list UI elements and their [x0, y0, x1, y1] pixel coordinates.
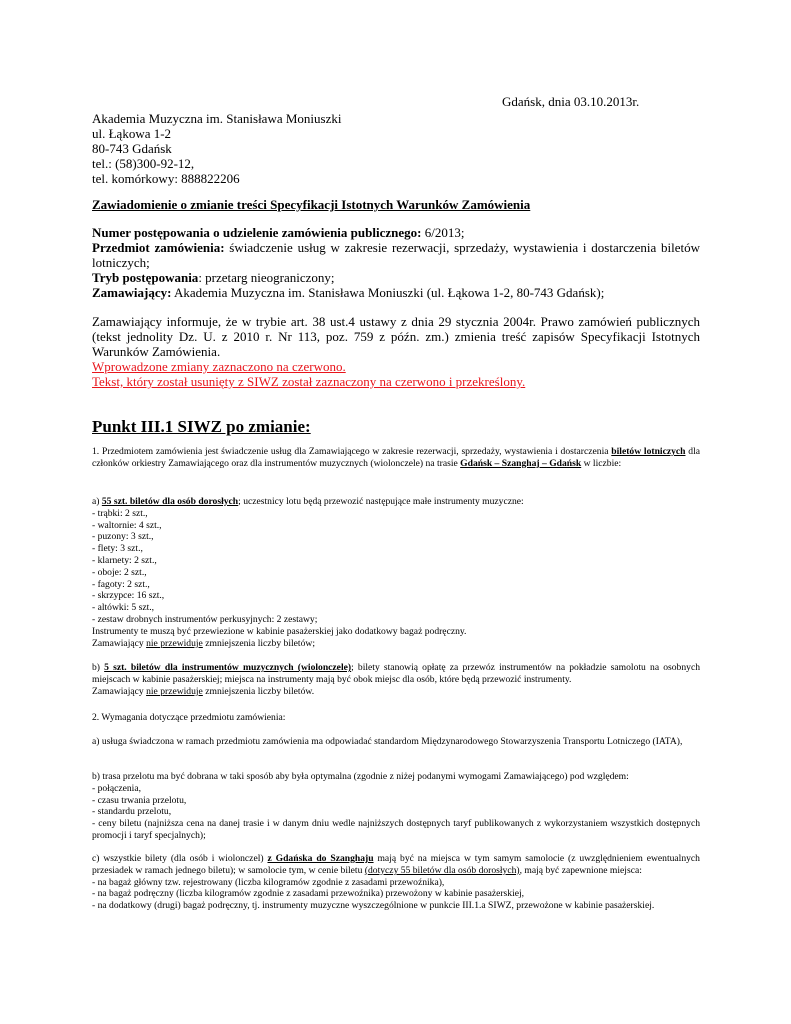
instrument-item: - waltornie: 4 szt.,: [92, 519, 162, 531]
point-2c-post: , mają być zapewnione miejsca:: [519, 864, 642, 876]
intro-text: Zamawiający informuje, że w trybie art. 38 ust.4 ustawy z dnia 29 stycznia 2004r. Prawo zamówień publicznych (tekst jednolity Dz. U. z 2010 r. Nr 113, poz. 759 z późn. zm.) zmienia treść zapisów Specyfikacji Istotnych Warunków Zamówienia.: [92, 314, 700, 359]
intro-block: [92, 314, 700, 389]
section-heading: Punkt III.1 SIWZ po zmianie:: [92, 417, 311, 436]
point-2c-pre: c) wszystkie bilety (dla osób i wiolonczel): [92, 853, 268, 864]
contracting-authority: [92, 285, 700, 300]
point-b-prefix: b): [92, 662, 105, 673]
procurement-subject-value: świadczenie usług w zakresie rezerwacji, sprzedaży, wystawienia i dostarczenia biletów lotniczych;: [92, 240, 700, 270]
point-a-prefix: a): [92, 496, 102, 507]
instrument-item: - altówki: 5 szt.,: [92, 602, 155, 614]
point-2b-intro: b) trasa przelotu ma być dobrana w taki sposób aby była optymalna (zgodnie z niżej podanymi wymogami Zamawiającego) pod względem:: [92, 771, 629, 782]
sender-address: [92, 111, 341, 186]
point-1-text-b: dla członków orkiestry Zamawiającego oraz dla instrumentów muzycznych (wiolonczele) na trasie: [92, 446, 700, 469]
point-2c: [92, 853, 700, 912]
address-line: tel. komórkowy: 888822206: [92, 171, 240, 186]
procurement-subject: [92, 240, 700, 270]
point-2c-text: [92, 853, 700, 877]
point-2a-text: a) usługa świadczona w ramach przedmiotu zamówienia ma odpowiadać standardom Międzynarodowego Stowarzyszenia Transportu Lotniczego (IATA),: [92, 736, 683, 747]
point-2c-bold-route: z Gdańska do Szanghaju: [267, 853, 374, 864]
point-1: [92, 446, 700, 470]
instrument-item: - zestaw drobnych instrumentów perkusyjnych: 2 zestawy;: [92, 613, 318, 625]
no-reduction-underlined: nie przewiduje: [146, 637, 203, 649]
point-a-header: [92, 496, 700, 508]
changes-note-red: Wprowadzone zmiany zaznaczono na czerwono.: [92, 359, 346, 374]
point-2c-mid: mają być na miejsca w tym samym samolocie (z uwzględnieniem ewentualnych przesiadek w ramach jednego biletu); w samolocie tym, w cenie biletu: [92, 853, 700, 876]
point-1-text-c: w liczbie:: [581, 457, 622, 469]
point-b-text: [92, 662, 700, 686]
point-2a: [92, 736, 700, 748]
procedure-number: [92, 225, 700, 240]
criteria-item: - standardu przelotu,: [92, 806, 172, 818]
procedure-metadata: [92, 225, 700, 300]
point-a-suffix: ; uczestnicy lotu będą przewozić następujące małe instrumenty muzyczne:: [238, 496, 524, 507]
point-1-bold-route: Gdańsk – Szanghaj – Gdańsk: [460, 457, 582, 469]
address-line: tel.: (58)300-92-12,: [92, 156, 195, 171]
point-b: [92, 662, 700, 697]
instrument-item: - fagoty: 2 szt.,: [92, 578, 150, 590]
criteria-item: - ceny biletu (najniższa cena na danej trasie i w danym dniu wedle najniższych dostępnych taryf publikowanych z wykorzystaniem wszystkich dostępnych promocji i taryf specjalnych);: [92, 818, 700, 841]
instrument-item: - klarnety: 2 szt.,: [92, 554, 157, 566]
point-a-bold: 55 szt. biletów dla osób dorosłych: [101, 496, 239, 507]
point-b-bold: 5 szt. biletów dla instrumentów muzycznych (wiolonczele): [104, 662, 352, 673]
contracting-authority-value: Akademia Muzyczna im. Stanisława Moniuszki (ul. Łąkowa 1-2, 80-743 Gdańsk);: [171, 285, 605, 300]
instrument-item: - skrzypce: 16 szt.,: [92, 590, 165, 602]
procedure-mode: [92, 270, 700, 285]
address-line: Akademia Muzyczna im. Stanisława Moniuszki: [92, 111, 342, 126]
baggage-item: - na dodatkowy (drugi) bagaż podręczny, tj. instrumenty muzyczne wyszczególnione w punkcie III.1.a SIWZ, przewożone w kabinie pasażerskiej.: [92, 900, 655, 912]
point-2b: [92, 771, 700, 842]
point-1-bold-tickets: biletów lotniczych: [611, 446, 686, 457]
no-reduction-pre: Zamawiający: [92, 637, 147, 649]
procedure-number-value: 6/2013;: [421, 225, 465, 240]
no-reduction-post: zmniejszenia liczby biletów.: [202, 685, 315, 697]
point-2c-underlined: (dotyczy 55 biletów dla osób dorosłych): [364, 864, 520, 876]
contracting-authority-label: Zamawiający:: [92, 285, 172, 300]
procedure-mode-value: : przetarg nieograniczony;: [198, 270, 335, 285]
removed-text-note-red: Tekst, który został usunięty z SIWZ został zaznaczony na czerwono i przekreślony.: [92, 374, 526, 389]
instrument-item: - flety: 3 szt.,: [92, 543, 143, 555]
point-1-text: [92, 446, 700, 470]
cabin-note: Instrumenty te muszą być przewiezione w kabinie pasażerskiej jako dodatkowy bagaż podręczny.: [92, 625, 467, 637]
no-reduction-pre: Zamawiający: [92, 685, 147, 697]
no-reduction-underlined: nie przewiduje: [146, 685, 203, 697]
address-line: 80-743 Gdańsk: [92, 141, 172, 156]
baggage-item: - na bagaż podręczny (liczba kilogramów zgodnie z zasadami przewoźnika) przewożony w kabinie pasażerskiej,: [92, 888, 525, 900]
point-a: [92, 496, 700, 649]
point-b-suffix: ; bilety stanowią opłatę za przewóz instrumentów na pokładzie samolotu na osobnych miejscach w kabinie pasażerskiej; miejsca na instrumenty mają być obok miejsc dla osób, które będą przewozić instrumenty.: [92, 662, 701, 685]
point-1-text-a: 1. Przedmiotem zamówienia jest świadczenie usług dla Zamawiającego w zakresie rezerwacji, sprzedaży, wystawienia i dostarczenia: [92, 446, 612, 457]
instrument-item: - puzony: 3 szt.,: [92, 531, 154, 543]
no-reduction-note: [92, 686, 700, 698]
no-reduction-note: [92, 638, 700, 650]
address-line: ul. Łąkowa 1-2: [92, 126, 172, 141]
point-2-title: 2. Wymagania dotyczące przedmiotu zamówienia:: [92, 712, 286, 723]
procurement-subject-label: Przedmiot zamówienia:: [92, 240, 225, 255]
criteria-item: - połączenia,: [92, 782, 142, 794]
instrument-item: - oboje: 2 szt.,: [92, 566, 147, 578]
document-date: Gdańsk, dnia 03.10.2013r.: [502, 94, 640, 109]
procedure-number-label: Numer postępowania o udzielenie zamówienia publicznego:: [92, 225, 422, 240]
baggage-item: - na bagaż główny tzw. rejestrowany (liczba kilogramów zgodnie z zasadami przewoźnika),: [92, 876, 445, 888]
notice-title: Zawiadomienie o zmianie treści Specyfikacji Istotnych Warunków Zamówienia: [92, 197, 531, 212]
instrument-item: - trąbki: 2 szt.,: [92, 507, 148, 519]
procedure-mode-label: Tryb postępowania: [92, 270, 199, 285]
no-reduction-post: zmniejszenia liczby biletów;: [202, 637, 315, 649]
criteria-item: - czasu trwania przelotu,: [92, 794, 187, 806]
